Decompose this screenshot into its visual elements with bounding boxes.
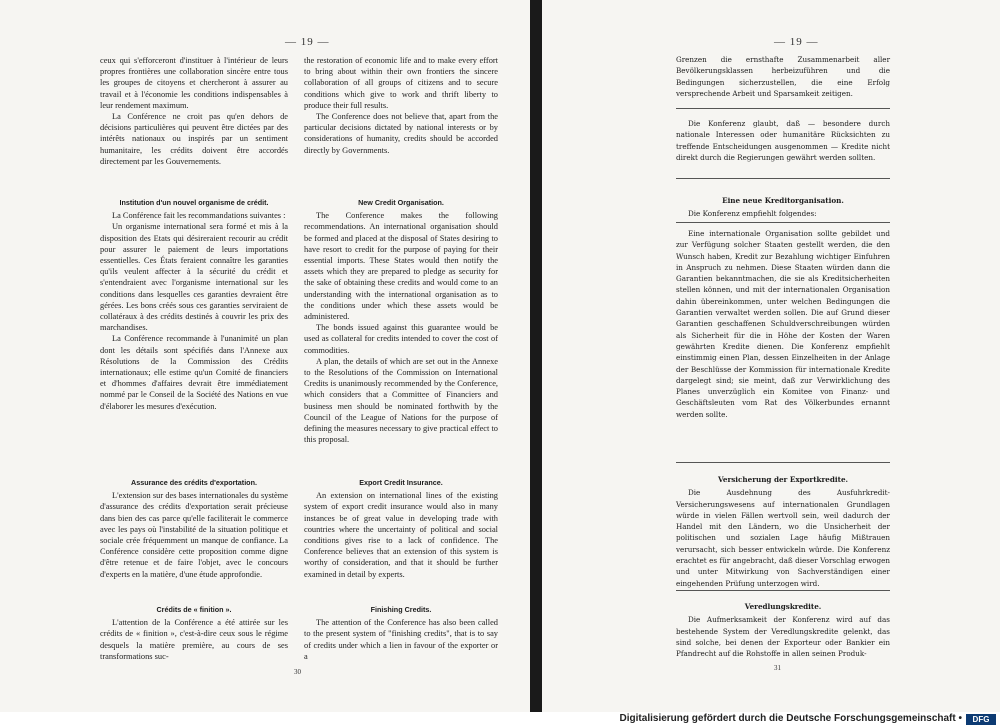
- section-heading: Finishing Credits.: [370, 605, 432, 614]
- english-column-low: [304, 477, 498, 580]
- paragraph: L'extension sur des bases internationales du système d'assurance des crédits d'exportation serait précieuse dans bien des cas parce qu'elle faciliterait le commerce avec les pays où l'instabilité de la situation politique et sociale crée fréquemment un manque de confiance. La Conférence considère cette proposition comme digne d'être retenue et de faire l'objet, avec le concours d'experts en la matière, d'une étude approfondie.: [100, 491, 288, 579]
- french-column-mid: [100, 197, 288, 412]
- book-gutter: [530, 0, 542, 712]
- paragraph: A plan, the details of which are set out in the Annexe to the Resolutions of the Commission on International Credits is unanimously recommended by the Conference, which considers that a Committee of Financiers and business men should be nominated forthwith by the Council of the League of Nations for the purpose of defining the measures necessary to give practical effect to this proposal.: [304, 356, 498, 445]
- paragraph: La Conférence recommande à l'unanimité un plan dont les détails sont spécifiés dans l'Annexe aux Résolutions de la Commission des Crédits internationaux; elle estime qu'un Comité de financiers et d'hommes d'affaires devrait être immédiatement nommé par le Conseil de la Société des Nations en vue d'élaborer les mesures d'exécution.: [100, 334, 288, 411]
- paragraph: Die Aufmerksamkeit der Konferenz wird auf das bestehende System der Veredlungskredite gelenkt, das sind solche, bei denen der Exporteur oder Bankier ein Pfandrecht auf die Rohstoffe in allen seinen Produk-: [676, 615, 890, 659]
- paragraph: the restoration of economic life and to make every effort to bring about within their own frontiers the sincere collaboration of all groups of citizens and to secure conditions which give to work and thrift liberty to produce their full results.: [304, 56, 498, 110]
- section-heading: New Credit Organisation.: [358, 198, 444, 207]
- page-header: — 19 —: [774, 36, 819, 48]
- paragraph: An extension on international lines of the existing system of export credit insurance would also in many instances be of great value in developing trade with countries where the uncertainty of political and social conditions gives rise to a lack of confidence. The Conference believes that an extension of this system is worthy of consideration, and that it should be further examined in detail by experts.: [304, 491, 498, 579]
- paragraph: ceux qui s'efforceront d'instituer à l'intérieur de leurs propres frontières une collaboration sincère entre tous les groupes de citoyens et chercheront à assurer au travail et à l'économie les conditions indispensables à leur rendement maximum.: [100, 56, 288, 110]
- page-number: 30: [294, 668, 301, 676]
- page-number: 31: [774, 664, 781, 672]
- section-heading: Institution d'un nouvel organisme de crédit.: [119, 198, 269, 207]
- paragraph: Die Ausdehnung des Ausfuhrkredit-Versicherungswesens auf internationalen Grundlagen würde in vielen Fällen wertvoll sein, weil dadurch der Handel mit den Ländern, wo die Unsicherheit der politischen und sozialen Lage häufig Mißtrauen verursacht, sich besser entwickeln würde. Die Konferenz erachtet es für angebracht, daß dieser Vorschlag erwogen und unter Mitwirkung von Sachverständigen einer eingehenden Prüfung unterzogen wird.: [676, 488, 890, 588]
- paragraph: Grenzen die ernsthafte Zusammenarbeit aller Bevölkerungsklassen herbeizuführen und die Bedingungen sicherzustellen, die eine Erfolg versprechende Arbeit und Sparsamkeit zeitigen.: [676, 55, 890, 98]
- french-column-top: [100, 55, 288, 167]
- section-heading: Versicherung der Exportkredite.: [717, 475, 849, 484]
- digitization-footer: [0, 712, 1000, 727]
- paragraph: L'attention de la Conférence a été attirée sur les crédits de « finition », c'est-à-dire ceux sous le régime desquels la matière première, au cours de ses transformations suc-: [100, 618, 288, 661]
- section-heading: Assurance des crédits d'exportation.: [131, 478, 257, 487]
- page-header: — 19 —: [285, 36, 330, 48]
- divider: [676, 178, 890, 179]
- german-column-top: [676, 54, 890, 99]
- german-column-low: [676, 474, 890, 589]
- paragraph: The Conference does not believe that, apart from the particular decisions dictated by national interests or by considerations of humanity, credits should be accorded directly by Governments.: [304, 112, 498, 155]
- english-column-mid: [304, 197, 498, 445]
- section-heading: Eine neue Kreditorganisation.: [722, 196, 844, 205]
- dfg-logo: DFG: [966, 714, 996, 725]
- divider: [676, 108, 890, 109]
- french-column-low: [100, 477, 288, 580]
- german-column-main: [676, 228, 890, 420]
- french-column-bottom: [100, 604, 288, 662]
- german-column-mid: [676, 195, 890, 220]
- divider: [676, 590, 890, 591]
- section-heading: Crédits de « finition ».: [156, 605, 232, 614]
- divider: [676, 222, 890, 223]
- right-page: [542, 0, 1000, 712]
- paragraph: Die Konferenz glaubt, daß — besondere durch nationale Interessen oder humanitäre Rücksichten zu treffende Entscheidungen ausgenommen — Kredite nicht direkt durch die Regierungen gewährt werden sollten.: [676, 119, 890, 162]
- paragraph: Die Konferenz empfiehlt folgendes:: [688, 209, 817, 219]
- german-column-bottom: [676, 601, 890, 659]
- german-column-block2: [676, 118, 890, 163]
- paragraph: Un organisme international sera formé et mis à la disposition des Etats qui désireraient recourir au crédit pour assurer le paiement de leurs importations essentielles. Ces États feraient connaître les garanties qu'ils veulent affecter à la sécurité du crédit et s'entendraient avec l'organisme international sur les conditions dans lesquelles ces garanties devraient être gérées. Les bons créés sous ces garanties serviraient de collatéraux à des crédits destinés à couvrir les prix des marchandises.: [100, 222, 288, 333]
- section-heading: Veredlungskredite.: [744, 602, 822, 611]
- section-heading: Export Credit Insurance.: [359, 478, 443, 487]
- english-column-top: [304, 55, 498, 156]
- paragraph: The bonds issued against this guarantee would be used as collateral for credits intended to cover the cost of commodities.: [304, 323, 498, 355]
- paragraph: La Conférence fait les recommandations suivantes :: [112, 211, 286, 221]
- paragraph: Eine internationale Organisation sollte gebildet und zur Verfügung solcher Staaten gestellt werden, die den Wunsch haben, Kredit zur Bezahlung wichtiger Einfuhren in Anspruch zu nehmen. Diese Staaten würden dann die Garantien bekanntmachen, die sie als Kreditsicherheiten stellen können, und mit der internationalen Organisation dahin übereinkommen, unter welchen Bedingungen die Garantien verwaltet werden sollen. Die auf Grund dieser Garantien geschaffenen Schuldverschreibungen würden als Sicherheit für die in Höhe der Kosten der Waren gewährten Kredite dienen. Die Konferenz empfiehlt einstimmig einen Plan, dessen Einzelheiten in der Anlage der Beschlüsse der Kommission für internationale Kredite dargelegt sind; sie meint, daß zur Verwirklichung des Planes unverzüglich ein Komitee von Finanz- und Geschäftsleuten vom Rat des Völkerbundes ernannt werden sollte.: [676, 229, 890, 419]
- paragraph: The Conference makes the following recommendations. An international organisation should be formed and placed at the disposal of States desiring to have resort to credit for the purpose of paying for their essential imports. These States would then notify the assets which they are prepared to pledge as security for the sake of obtaining these credits and would come to an understanding with the international organisation as to the conditions under which these assets would be administered.: [304, 211, 498, 322]
- paragraph: La Conférence ne croit pas qu'en dehors de décisions particulières qui peuvent être dictées par des intérêts nationaux ou inspirés par un sentiment humanitaire, les crédits doivent être accordés directement par les Gouvernements.: [100, 112, 288, 166]
- footer-credit-text: Digitalisierung gefördert durch die Deutsche Forschungsgemeinschaft •: [619, 713, 962, 724]
- english-column-bottom: [304, 604, 498, 662]
- paragraph: The attention of the Conference has also been called to the present system of "finishing credits", that is to say of credits under which a lien in favour of the exporter or a: [304, 618, 498, 661]
- divider: [676, 462, 890, 463]
